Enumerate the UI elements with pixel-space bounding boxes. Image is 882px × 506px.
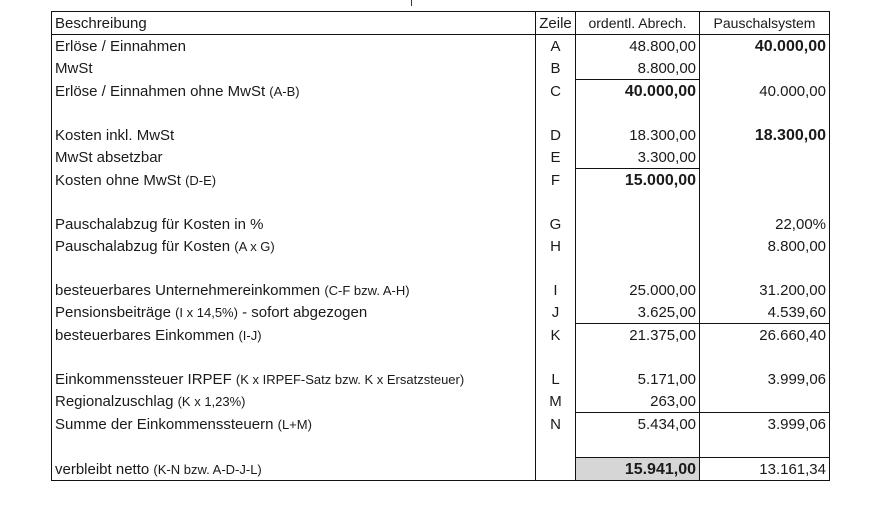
row-description <box>52 279 536 301</box>
table-row <box>52 80 830 103</box>
row-line: L <box>536 368 576 390</box>
row-line: C <box>536 80 576 103</box>
tax-comparison-table <box>51 11 830 481</box>
row-formula: (K-N bzw. A-D-J-L) <box>153 461 262 477</box>
row-description <box>52 235 536 257</box>
row-flat-value: 4.539,60 <box>700 301 830 324</box>
header-description: Beschreibung <box>52 12 536 35</box>
table-row <box>52 169 830 192</box>
row-label: Pauschalabzug für Kosten in % <box>55 216 264 233</box>
row-description <box>52 169 536 192</box>
row-regular-value: 15.000,00 <box>576 169 700 192</box>
row-line: F <box>536 169 576 192</box>
row-line: E <box>536 146 576 169</box>
row-label: Pensionsbeiträge <box>55 304 171 321</box>
row-regular-value: 21.375,00 <box>576 324 700 347</box>
row-description <box>52 390 536 413</box>
row-line: B <box>536 57 576 80</box>
spacer-row <box>52 191 830 213</box>
table-row <box>52 146 830 169</box>
table-row <box>52 324 830 347</box>
row-label: MwSt absetzbar <box>55 149 163 166</box>
row-formula: (I-J) <box>238 327 262 343</box>
row-formula: (K x IRPEF-Satz bzw. K x Ersatzsteuer) <box>235 372 465 387</box>
row-label: Regionalzuschlag <box>55 393 174 410</box>
net-regular-value: 15.941,00 <box>576 458 700 481</box>
row-description <box>52 368 536 390</box>
net-result-row <box>52 458 830 481</box>
row-regular-value: 8.800,00 <box>576 57 700 80</box>
row-flat-value: 22,00% <box>700 213 830 235</box>
row-line <box>536 458 576 481</box>
header-row <box>52 12 830 35</box>
row-flat-value <box>700 169 830 192</box>
row-flat-value <box>700 57 830 80</box>
row-regular-value: 40.000,00 <box>576 80 700 103</box>
row-regular-value: 18.300,00 <box>576 124 700 146</box>
row-flat-value: 40.000,00 <box>700 35 830 58</box>
row-line: A <box>536 35 576 58</box>
row-line: H <box>536 235 576 257</box>
row-label: MwSt <box>55 60 93 77</box>
table-row <box>52 35 830 58</box>
row-line: I <box>536 279 576 301</box>
row-regular-value <box>576 213 700 235</box>
row-formula: (L+M) <box>277 416 312 432</box>
table-row <box>52 235 830 257</box>
row-label: Summe der Einkommenssteuern <box>55 415 274 433</box>
row-flat-value: 3.999,06 <box>700 413 830 436</box>
row-description <box>52 213 536 235</box>
row-description <box>52 146 536 169</box>
row-regular-value: 3.300,00 <box>576 146 700 169</box>
row-line: M <box>536 390 576 413</box>
row-formula: (A-B) <box>269 83 300 99</box>
row-regular-value: 25.000,00 <box>576 279 700 301</box>
row-label: Kosten inkl. MwSt <box>55 127 175 144</box>
row-description <box>52 124 536 146</box>
row-regular-value: 3.625,00 <box>576 301 700 324</box>
row-flat-value: 26.660,40 <box>700 324 830 347</box>
top-tick-mark <box>411 0 412 6</box>
header-flat: Pauschalsystem <box>700 12 830 35</box>
row-description <box>52 413 536 436</box>
row-formula: (I x 14,5%) <box>175 305 238 320</box>
row-flat-value: 31.200,00 <box>700 279 830 301</box>
row-formula: (A x G) <box>234 239 275 254</box>
table-row <box>52 279 830 301</box>
row-flat-value: 40.000,00 <box>700 80 830 103</box>
net-flat-value: 13.161,34 <box>700 458 830 481</box>
row-flat-value: 3.999,06 <box>700 368 830 413</box>
row-description <box>52 35 536 58</box>
row-label: Einkommenssteuer IRPEF <box>55 371 232 388</box>
row-flat-value: 18.300,00 <box>700 124 830 146</box>
row-description <box>52 324 536 347</box>
row-line: N <box>536 413 576 436</box>
row-label: verbleibt netto <box>55 460 150 478</box>
table-row <box>52 124 830 146</box>
row-regular-value: 263,00 <box>576 390 700 413</box>
row-line: D <box>536 124 576 146</box>
row-description <box>52 57 536 80</box>
table-row <box>52 213 830 235</box>
table-row <box>52 57 830 80</box>
row-formula: (C-F bzw. A-H) <box>324 283 410 298</box>
row-description <box>52 80 536 103</box>
row-label: Erlöse / Einnahmen ohne MwSt <box>55 82 266 100</box>
table-row <box>52 301 830 324</box>
row-line: J <box>536 301 576 324</box>
row-suffix: - sofort abgezogen <box>237 304 368 321</box>
row-line: G <box>536 213 576 235</box>
table-row <box>52 368 830 390</box>
spacer-row <box>52 346 830 368</box>
table-row <box>52 413 830 436</box>
row-flat-value <box>700 146 830 169</box>
row-label: besteuerbares Einkommen <box>55 326 235 344</box>
row-label: Kosten ohne MwSt <box>55 171 181 189</box>
row-regular-value: 5.434,00 <box>576 413 700 436</box>
row-label: besteuerbares Unternehmereinkommen <box>55 282 321 299</box>
row-formula: (D-E) <box>185 172 217 188</box>
row-label: Erlöse / Einnahmen <box>55 38 186 55</box>
spacer-row <box>52 257 830 279</box>
row-regular-value: 5.171,00 <box>576 368 700 390</box>
row-line: K <box>536 324 576 347</box>
row-regular-value <box>576 235 700 257</box>
header-regular: ordentl. Abrech. <box>576 12 700 35</box>
row-description <box>52 458 536 481</box>
row-label: Pauschalabzug für Kosten <box>55 238 231 255</box>
spacer-row <box>52 435 830 458</box>
row-regular-value: 48.800,00 <box>576 35 700 58</box>
row-description <box>52 301 536 324</box>
row-flat-value: 8.800,00 <box>700 235 830 257</box>
spacer-row <box>52 102 830 124</box>
row-formula: (K x 1,23%) <box>177 394 246 409</box>
header-line: Zeile <box>536 12 576 35</box>
